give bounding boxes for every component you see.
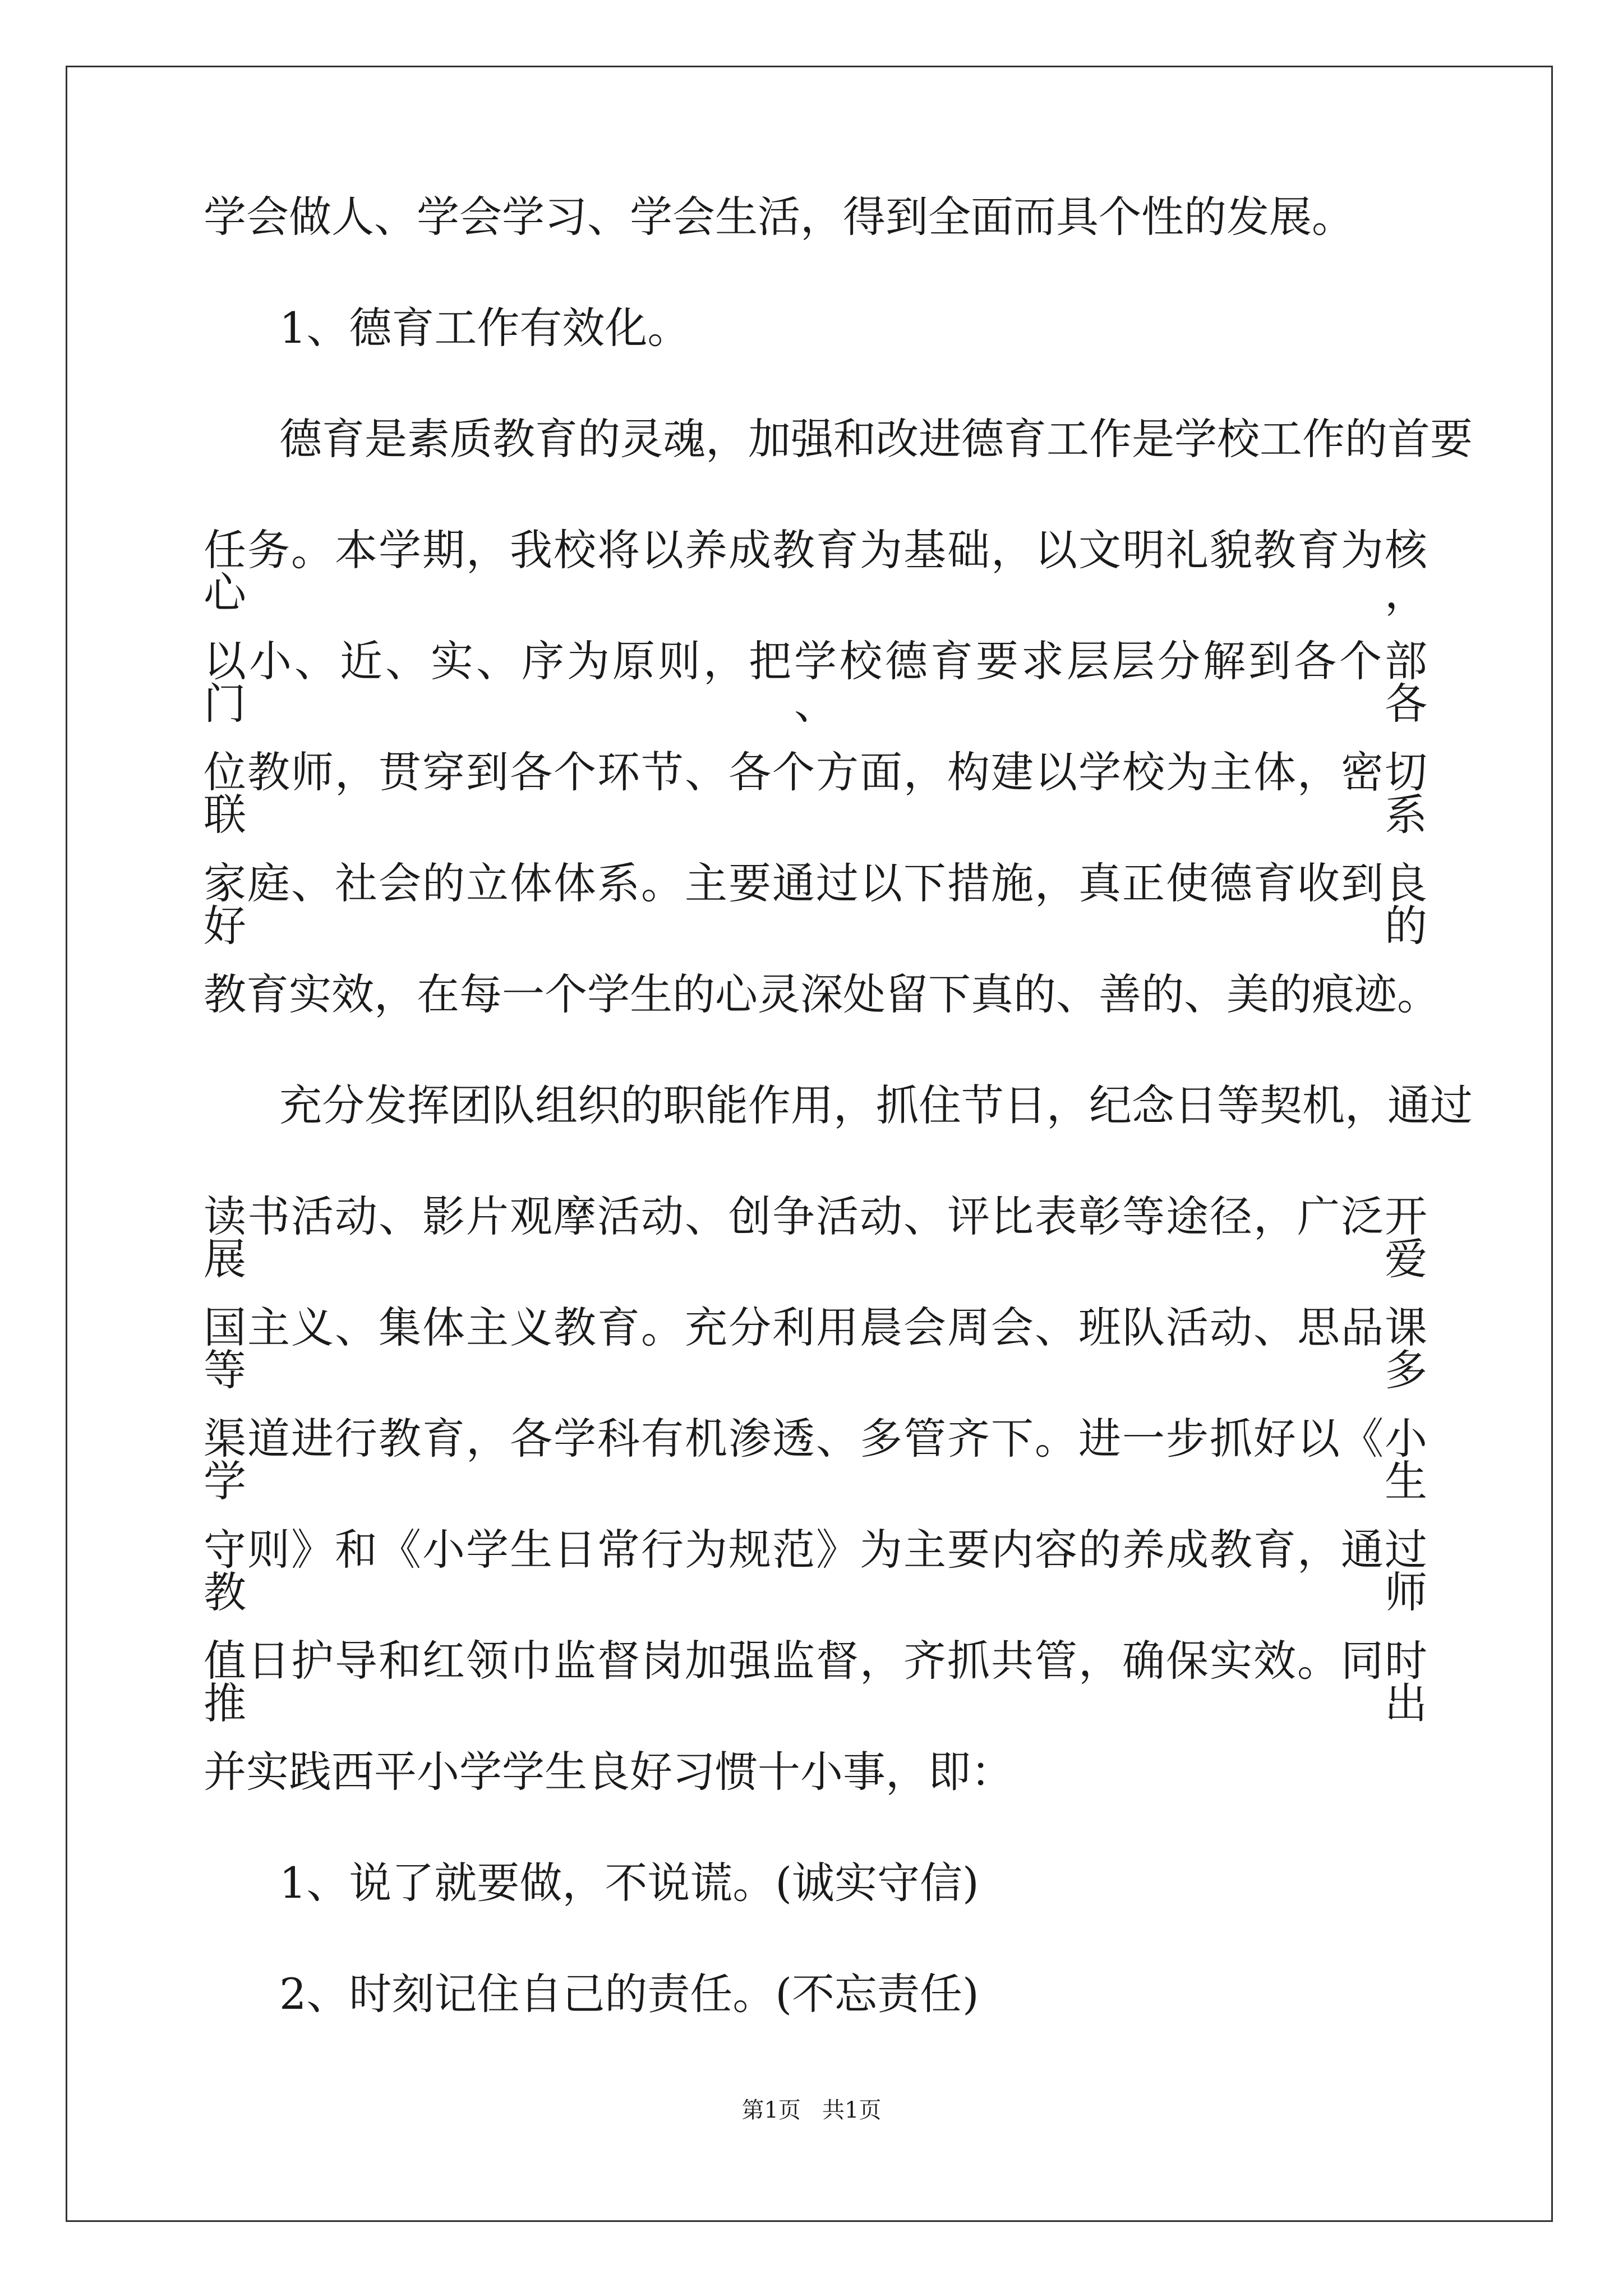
paragraph-line [204,636,1427,729]
paragraph-line [204,192,1354,242]
paragraph-line [204,1747,1013,1797]
line-text: 位教师，贯穿到各个环节、各个方面，构建以学校为主体，密切联系 [204,747,1427,840]
paragraph-line [279,1080,1473,1130]
paragraph-line [204,525,1427,618]
line-text: 任务。本学期，我校将以养成教育为基础，以文明礼貌教育为核心， [204,525,1427,618]
line-text: 1、德育工作有效化。 [279,303,690,353]
line-text: 渠道进行教育，各学科有机渗透、多管齐下。进一步抓好以《小学生 [204,1414,1427,1506]
paragraph-line [204,1191,1427,1284]
section-heading [279,303,690,353]
line-text: 读书活动、影片观摩活动、创争活动、评比表彰等途径，广泛开展爱 [204,1191,1427,1284]
line-text: 2、时刻记住自己的责任。(不忘责任) [279,1969,979,2019]
line-text: 1、说了就要做，不说谎。(诚实守信) [279,1858,979,1908]
line-text: 学会做人、学会学习、学会生活，得到全面而具个性的发展。 [204,192,1354,242]
list-item [279,1969,979,2019]
paragraph-line [204,1414,1427,1506]
line-text: 守则》和《小学生日常行为规范》为主要内容的养成教育，通过教师 [204,1525,1427,1617]
page-number-footer: 第1页 共1页 [741,2097,882,2123]
line-text: 家庭、社会的立体体系。主要通过以下措施，真正使德育收到良好的 [204,858,1427,951]
line-text: 德育是素质教育的灵魂，加强和改进德育工作是学校工作的首要 [279,414,1473,464]
paragraph-line [204,969,1440,1019]
paragraph-line [204,1303,1427,1395]
paragraph-line [204,858,1427,951]
line-text: 并实践西平小学学生良好习惯十小事，即： [204,1747,1013,1797]
paragraph-line [204,1525,1427,1617]
paragraph-line [204,1636,1427,1728]
line-text: 以小、近、实、序为原则，把学校德育要求层层分解到各个部门、各 [204,636,1427,729]
line-text: 国主义、集体主义教育。充分利用晨会周会、班队活动、思品课等多 [204,1303,1427,1395]
paragraph-line [279,414,1473,464]
paragraph-line [204,747,1427,840]
line-text: 教育实效，在每一个学生的心灵深处留下真的、善的、美的痕迹。 [204,969,1440,1019]
list-item [279,1858,979,1908]
line-text: 充分发挥团队组织的职能作用，抓住节日，纪念日等契机，通过 [279,1080,1473,1130]
line-text: 值日护导和红领巾监督岗加强监督，齐抓共管，确保实效。同时推出 [204,1636,1427,1728]
